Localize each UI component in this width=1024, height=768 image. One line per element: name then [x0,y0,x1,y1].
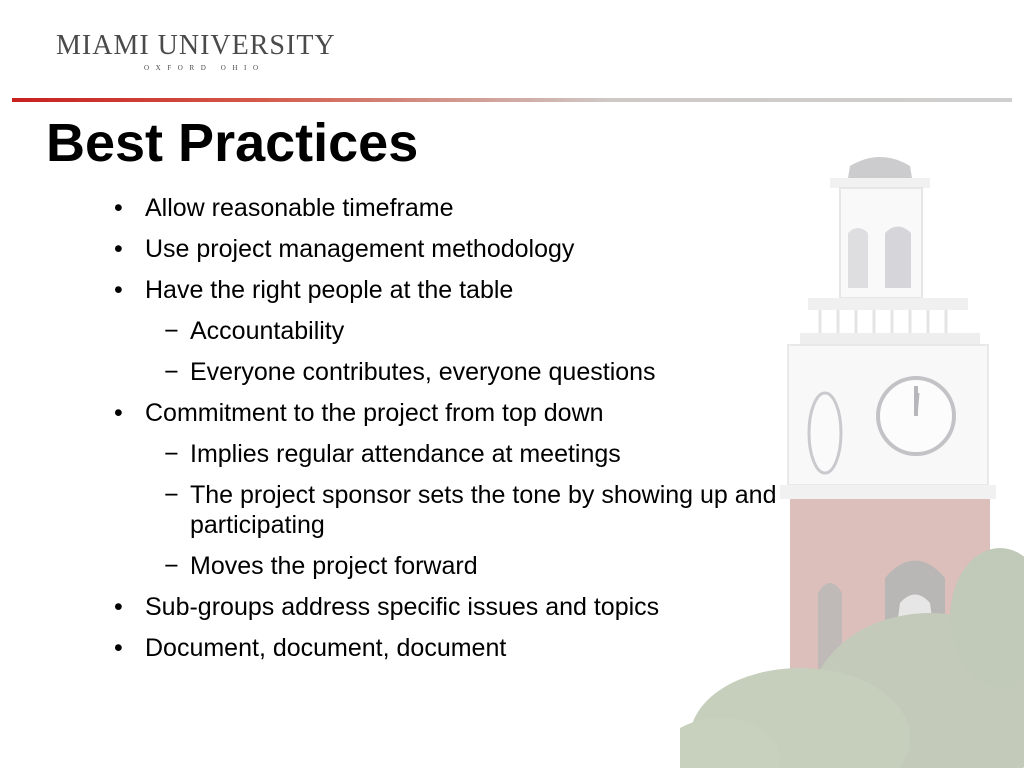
list-item-text: Have the right people at the table [145,276,514,304]
list-item-text: Allow reasonable timeframe [145,194,454,222]
bullet-icon: • [114,634,123,662]
list-item-text: Moves the project forward [190,552,478,580]
dash-icon: − [164,552,179,580]
list-item [114,633,874,663]
list-item [114,398,874,428]
bullet-icon: • [114,593,123,621]
list-item-text: Sub-groups address specific issues and topics [145,593,660,621]
list-item-text: Use project management methodology [145,235,575,263]
sub-list-item [114,357,874,387]
dash-icon: − [164,358,179,386]
list-item [114,275,874,305]
list-item-text: Document, document, document [145,634,507,662]
sub-list-item [114,551,874,581]
bullet-icon: • [114,399,123,427]
bullet-icon: • [114,276,123,304]
bullet-icon: • [114,194,123,222]
list-item-text: Everyone contributes, everyone questions [190,358,656,386]
sub-list-item [114,439,874,469]
dash-icon: − [164,317,179,345]
dash-icon: − [164,481,179,509]
bullet-icon: • [114,235,123,263]
miami-university-logo [56,30,356,72]
logo-location: OXFORD OHIO [144,64,265,72]
sub-list-item [114,480,874,540]
header-rule [12,98,1012,102]
list-item-text: Commitment to the project from top down [145,399,604,427]
list-item [114,193,874,223]
dash-icon: − [164,440,179,468]
slide-title: Best Practices [46,113,419,173]
list-item-text: The project sponsor sets the tone by showing up and participating [190,481,777,539]
list-item [114,234,874,264]
logo-name: MIAMI UNIVERSITY [56,30,336,61]
list-item-text: Accountability [190,317,345,345]
bullet-list [114,193,874,674]
list-item-text: Implies regular attendance at meetings [190,440,621,468]
list-item [114,592,874,622]
sub-list-item [114,316,874,346]
